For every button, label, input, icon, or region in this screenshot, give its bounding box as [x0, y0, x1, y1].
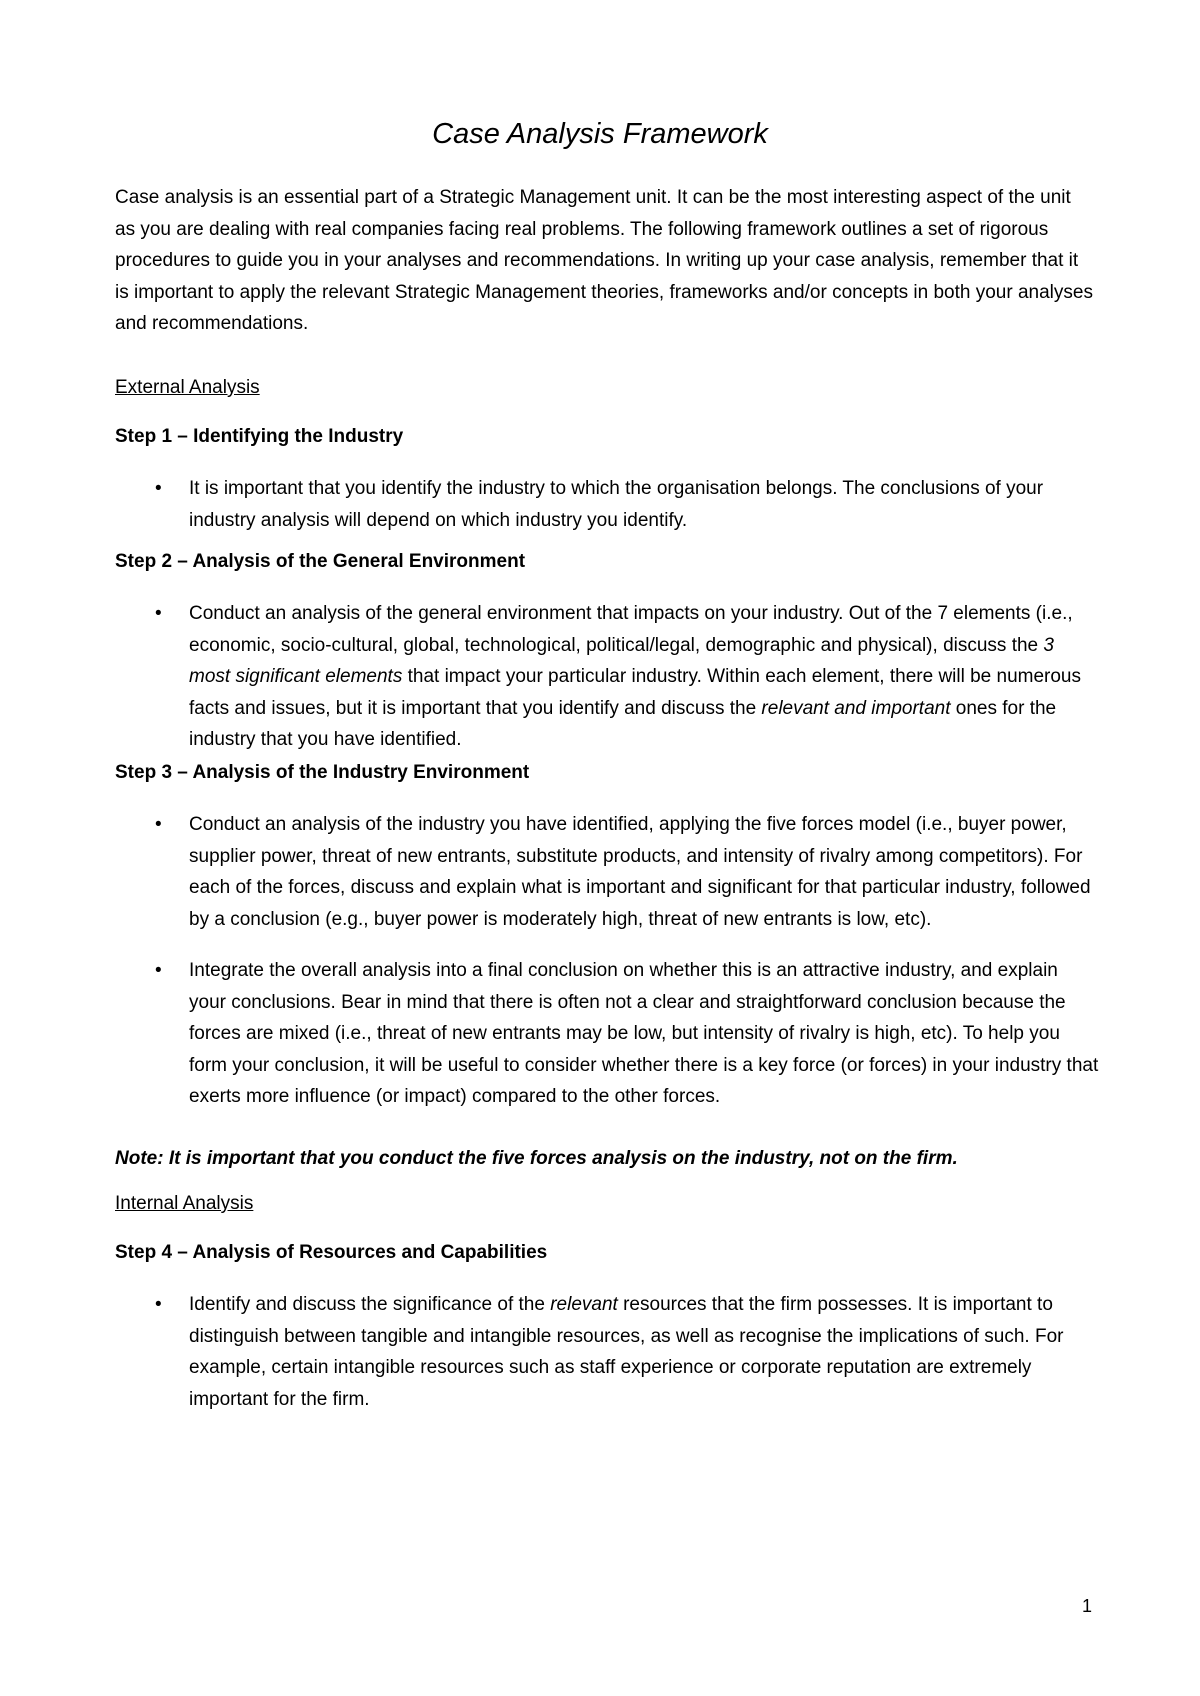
step-2-bullet-1-text: [189, 598, 1100, 756]
bullet-icon: •: [155, 478, 162, 499]
step-4-heading: Step 4 – Analysis of Resources and Capabilities: [115, 1242, 548, 1263]
emphasis-text: relevant and important: [761, 697, 951, 719]
step-1-bullet-1: [115, 473, 1100, 536]
text-run: Conduct an analysis of the general environment that impacts on your industry. Out of the 7 elements (i.e., economic, socio-cultural, global, technological, political/legal, demographic and physical), discuss the: [189, 603, 1073, 656]
text-run: ones for the industry that you have identified.: [189, 697, 1057, 750]
document-title: Case Analysis Framework: [432, 118, 768, 150]
step-3-bullet-2-text: Integrate the overall analysis into a final conclusion on whether this is an attractive industry, and explain your conclusions. Bear in mind that there is often not a clear and straightforward conclusion because the forces are mixed (i.e., threat of new entrants may be low, but intensity of rivalry is high, etc). To help you form your conclusion, it will be useful to consider whether there is a key force (or forces) in your industry that exerts more influence (or impact) compared to the other forces.: [189, 960, 1099, 1107]
step-4-bullet-1-text: [189, 1289, 1100, 1415]
step-3-bullet-1: [115, 809, 1100, 935]
external-analysis-heading: External Analysis: [115, 377, 260, 398]
intro-paragraph: Case analysis is an essential part of a Strategic Management unit. It can be the most interesting aspect of the unit as you are dealing with real companies facing real problems. The following framework outlines a set of rigorous procedures to guide you in your analyses and recommendations. In writing up your case analysis, remember that it is important to apply the relevant Strategic Management theories, frameworks and/or concepts in both your analyses and recommendations.: [115, 187, 1093, 334]
text-run: Identify and discuss the significance of the: [189, 1294, 551, 1315]
emphasis-text: relevant: [550, 1294, 618, 1315]
bullet-icon: •: [155, 603, 162, 624]
step-1-bullet-1-text: It is important that you identify the industry to which the organisation belongs. The conclusions of your industry analysis will depend on which industry you identify.: [189, 478, 1044, 531]
emphasis-text: 3 most significant elements: [189, 634, 1054, 687]
bullet-icon: •: [155, 814, 162, 835]
step-2-bullet-1: [115, 598, 1100, 756]
page-number: 1: [1081, 1596, 1092, 1616]
bullet-icon: •: [155, 1294, 162, 1315]
step-3-bullet-2: [115, 955, 1100, 1113]
step-3-bullet-1-text: Conduct an analysis of the industry you have identified, applying the five forces model (i.e., buyer power, supplier power, threat of new entrants, substitute products, and intensity of rivalry among competitors). For each of the forces, discuss and explain what is important and significant for that particular industry, followed by a conclusion (e.g., buyer power is moderately high, threat of new entrants is low, etc).: [189, 814, 1091, 930]
five-forces-note: Note: It is important that you conduct the five forces analysis on the industry, not on the firm.: [115, 1148, 958, 1169]
internal-analysis-heading: Internal Analysis: [115, 1193, 254, 1214]
text-run: that impact your particular industry. Within each element, there will be numerous facts and issues, but it is important that you identify and discuss the: [189, 666, 1082, 719]
step-1-heading: Step 1 – Identifying the Industry: [115, 426, 404, 447]
step-3-heading: Step 3 – Analysis of the Industry Environment: [115, 762, 530, 783]
text-run: resources that the firm possesses. It is important to distinguish between tangible and intangible resources, as well as recognise the implications of such. For example, certain intangible resources such as staff experience or corporate reputation are extremely important for the firm.: [189, 1294, 1064, 1410]
step-4-bullet-1: [115, 1289, 1100, 1415]
bullet-icon: •: [155, 960, 162, 981]
step-2-heading: Step 2 – Analysis of the General Environment: [115, 551, 526, 572]
